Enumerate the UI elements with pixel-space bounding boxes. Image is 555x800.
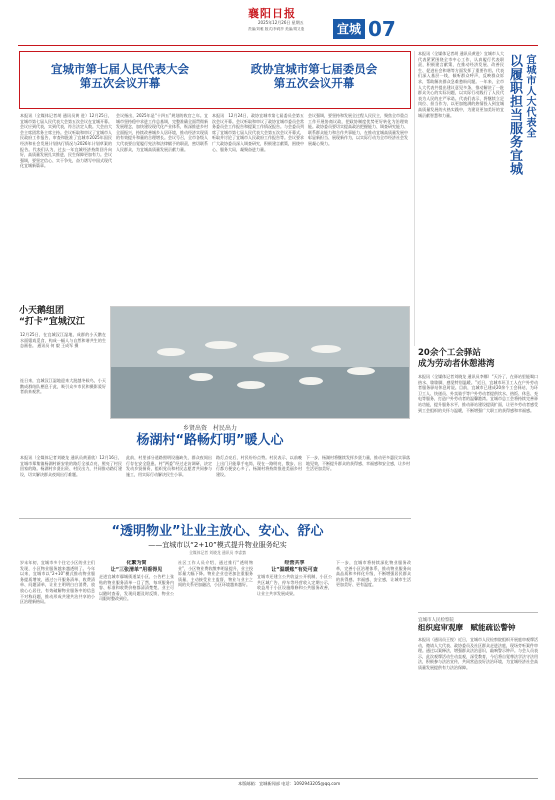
lights-body-col4: 下一步，杨湖村将继续发挥乡贤力量，推动更多惠民实事落地见效，不断提升群众的获得感、幸福感和安全感，让乡村生活更加美好。 (306, 455, 410, 472)
page-number: 07 (368, 17, 396, 41)
feature-title-col2: 宜城市人大代表全 (524, 54, 535, 138)
swan-photo (110, 306, 410, 419)
swan-photo-title: 小天鹅组团 “打卡”宜城汉江 (19, 306, 85, 327)
footer-contact: 本版邮箱：宜城新闻部 电话：1092943205@qq.com (238, 781, 341, 786)
swan-story-text: 连日来，宜城汉江湿地迎来大批越冬候鸟，小天鹅成群结队栖息于此，吸引众多市民和摄影爱好者前来观赏。 (20, 378, 106, 395)
property-body-col5: 下一步，宜城市将持续深化物业服务改革，完善小区治理体系，推动物业服务向高品质和多样化升级，不断增强居民群众的获得感、幸福感、安全感，让城市生活更加美好、更有温度。 (336, 560, 411, 588)
cppcc-body-col2: 会议强调，要坚持和发展全过程人民民主，聚焦全市重点工作开展协商议政，把政协制度优势更好转化为治理效能。政协委员要切实提高政治把握能力、调查研究能力、联系群众能力和合作共事能力，在推动宜城高质量发展中彰显新担当、展现新作为，以实际行动为全市经济社会发展凝心聚力。 (308, 113, 408, 146)
congress-body-col1: 本报讯（全媒体记者胡 通讯员黄 进）12月25日，宜城市第七届人民代表大会第五次会议在宜城开幕。会议应到代表，实到代表，符合法定人数。大会由大会主席团常务主席主持。会议听取和审议了宜城市人民政府工作报告，审查和批准了宜城市2025年国民经济和社会发展计划执行情况与2026年计划草案的报告。代表们认为，过去一年宜城经济持续回升向好，高质量发展扎实推进，民生保障更加有力。会议强调，要坚定信心、实干争先，奋力谱写中国式现代化宜城新篇章。 (20, 113, 112, 169)
lights-body-col3: 路灯点亮后，村民纷纷点赞。村民表示，以前晚上出门只能靠手电筒，现在一路明亮，散步、出行都方便安心多了。杨湖村将持续推进美丽乡村建设。 (216, 455, 302, 477)
feature-body: 本报讯（全媒体记者胡 通讯员黄进）宜城市人大代表紧紧围绕全市中心工作，认真履行代表职责，积极建言献策，在推动经济发展、改善民生、促进社会和谐等方面发挥了重要作用。代表们深入基层一线，倾听群众呼声，反映群众诉求，帮助解决群众急难愁盼问题。一年来，全市人大代表共提出建议意见多条，推动解决了一批群众关心的实际问题，以实际行动践行了人民代表为人民的庄严承诺。代表们表示，将继续立足岗位、担当作为，以更加饱满的热情投入到宜城高质量发展的火热实践中，为建设更加美好的宜城贡献智慧和力量。 (418, 51, 504, 118)
newspaper-logo: 襄阳日报 (248, 7, 296, 20)
property-body-col1: 岁末年初，宜城市多个住宅小区的业主们发现，小区物业服务越来越透明了。今年以来，宜城市以“2+10”模式推动物业服务提质增效，通过公开服务清单、收费清单、问题清单，让业主明明白白消费、放放心心居住，有效破解物业服务中的信息不对称问题，推动形成共建共治共享的小区治理新格局。 (20, 560, 95, 605)
section-name: 宜城 (333, 19, 365, 39)
lights-story-heading: 乡贤出资 村民出力 杨湖村“路畅灯明”暖人心 (136, 425, 284, 448)
congress-headline: 宜城市第七届人民代表大会 第五次会议开幕 (51, 62, 189, 90)
property-body-col4: 经营共享 让“温暖账”有处可查 宜城市还建立公共收益公开机制，小区公共区域广告、停车等经营收入定期公示，收益用于小区设施维修和公共服务改善，让业主共享发展成果。 (257, 560, 332, 596)
property-body-col3: 社区工作人员介绍，通过推行“透明物业”，小区物业费收缴率明显提升，业主投诉量大幅下降。物业企业也更加注重服务质量，主动接受业主监督，物业与业主之间的关系更加融洽，小区环境越来越好。 (178, 560, 253, 588)
section-header (333, 17, 411, 41)
station-rule (418, 612, 538, 613)
property-body-col2: 化繁为简 让“三张清单”用看得见 走进宜城市鄢城街道某小区，公告栏上张贴的物业服务清单一目了然，每项服务内容、标准和收费价格都清清楚楚。业主可以随时查看，发现问题及时反馈，物业公司限时整改到位。 (99, 560, 174, 602)
column-divider (414, 51, 415, 346)
station-body: 本报讯（全媒体记者刘晓龙 通讯员李娜）“天冷了，在驿站里能喝口热水、歇歇脚，感觉特别温暖。”近日，宜城市环卫工人在户外劳动者服务驿站休息时说。目前，宜城市已建成20余个工会驿站，为环卫工人、快递员、外卖骑手等户外劳动者提供饮水、热饭、休息、充电等服务，打造户外劳动者的温馨港湾。宜城市总工会将持续完善驿站功能，提升服务水平，推动驿站建设提质扩面，让更多劳动者感受到工会组织的关怀与温暖，不断增强广大职工的获得感和幸福感。 (418, 374, 538, 413)
lead-stories-box (19, 51, 411, 109)
section-rule (19, 518, 411, 519)
station-story-heading: 20余个工会驿站 成为劳动者休憩港湾 (418, 348, 495, 369)
cppcc-headline: 政协宜城市第七届委员会 第五次会议开幕 (250, 62, 378, 90)
footer-rule (18, 778, 538, 779)
feature-title-col1: 以履职担当服务宜城 (507, 54, 522, 176)
cppcc-body-col1: 本报讯 12月24日，政协宜城市第七届委员会第五次会议开幕。会议听取和审议了政协宜城市委员会常务委员会工作报告和提案工作情况报告。与会委员列席了宜城市第七届人民代表大会第五次会议开幕式，听取并讨论了宜城市人民政府工作报告等。会议要求广大政协委员深入调查研究，积极建言献策，围绕中心、服务大局，凝聚奋进力量。 (212, 113, 304, 152)
congress-body-col2: 会议指出，2025年是“十四五”规划的收官之年。宜城市坚持稳中求进工作总基调，完整准确全面贯彻新发展理念，加快建设现代化产业体系，纵深推进乡村全面振兴，持续改善城乡人居环境，推动经济实现质的有效提升和量的合理增长。会议号召，全市各级人大代表要自觉履行宪法和法律赋予的职责，密切联系人民群众，为宜城高质量发展贡献力量。 (116, 113, 208, 152)
court-story-heading: 宜城市人民检察院 组织庭审观摩 赋能疏讼警钟 (418, 618, 516, 632)
header-rule (18, 45, 538, 46)
issue-date: 2025年12月26日 星期五 (258, 20, 304, 25)
lights-body-col1: 本报讯（全媒体记者刘晓龙 通讯员黄嘉欣）12月16日，宜城市郑集镇杨湖村新安装的路灯全部点亮，照亮了村民回家的路。杨湖村乡贤出资、村民出力，共同推动路灯建设，切实解决群众夜间出行难题。 (20, 455, 122, 477)
property-story-heading: “透明物业”让业主放心、安心、舒心 ——宜城市以“2+10”模式提升物业服务纪实 全媒体记者 刘晓龙 通讯员 李睿寰 (111, 524, 324, 555)
editors-line: 责编/刘雅 版式/李莉莎 美编/胡又逢 (248, 27, 305, 31)
lights-body-col2: 此前，村里部分道路照明设施缺失，群众夜间出行存在安全隐患。村“两委”经过走访调研，决定发动乡贤捐资，组织党员和村民志愿者共同参与施工，用实际行动解决民生小事。 (126, 455, 212, 477)
swan-photo-caption: 12月25日，在宜城汉江湿地，成群的小天鹅在水面嬉戏觅食，构成一幅人与自然和谐共生的生态画卷。 通讯员 何 毅 王成军 摄 (20, 332, 106, 349)
court-body: 本报讯（通讯员王悦）近日，宜城市人民检察院组织开展庭审观摩活动，邀请人大代表、政协委员及社区群众走进法庭，现场旁听案件审理。通过以案释法，增强群众法治意识，敲响警示钟声。与会人员表示，此次观摩活动生动直观，深受教育，今后将自觉尊法学法守法用法，积极参与法治宣传，共同营造良好法治环境，为宜城经济社会高质量发展提供有力法治保障。 (418, 637, 538, 670)
swan-photo-illustration (111, 307, 410, 419)
